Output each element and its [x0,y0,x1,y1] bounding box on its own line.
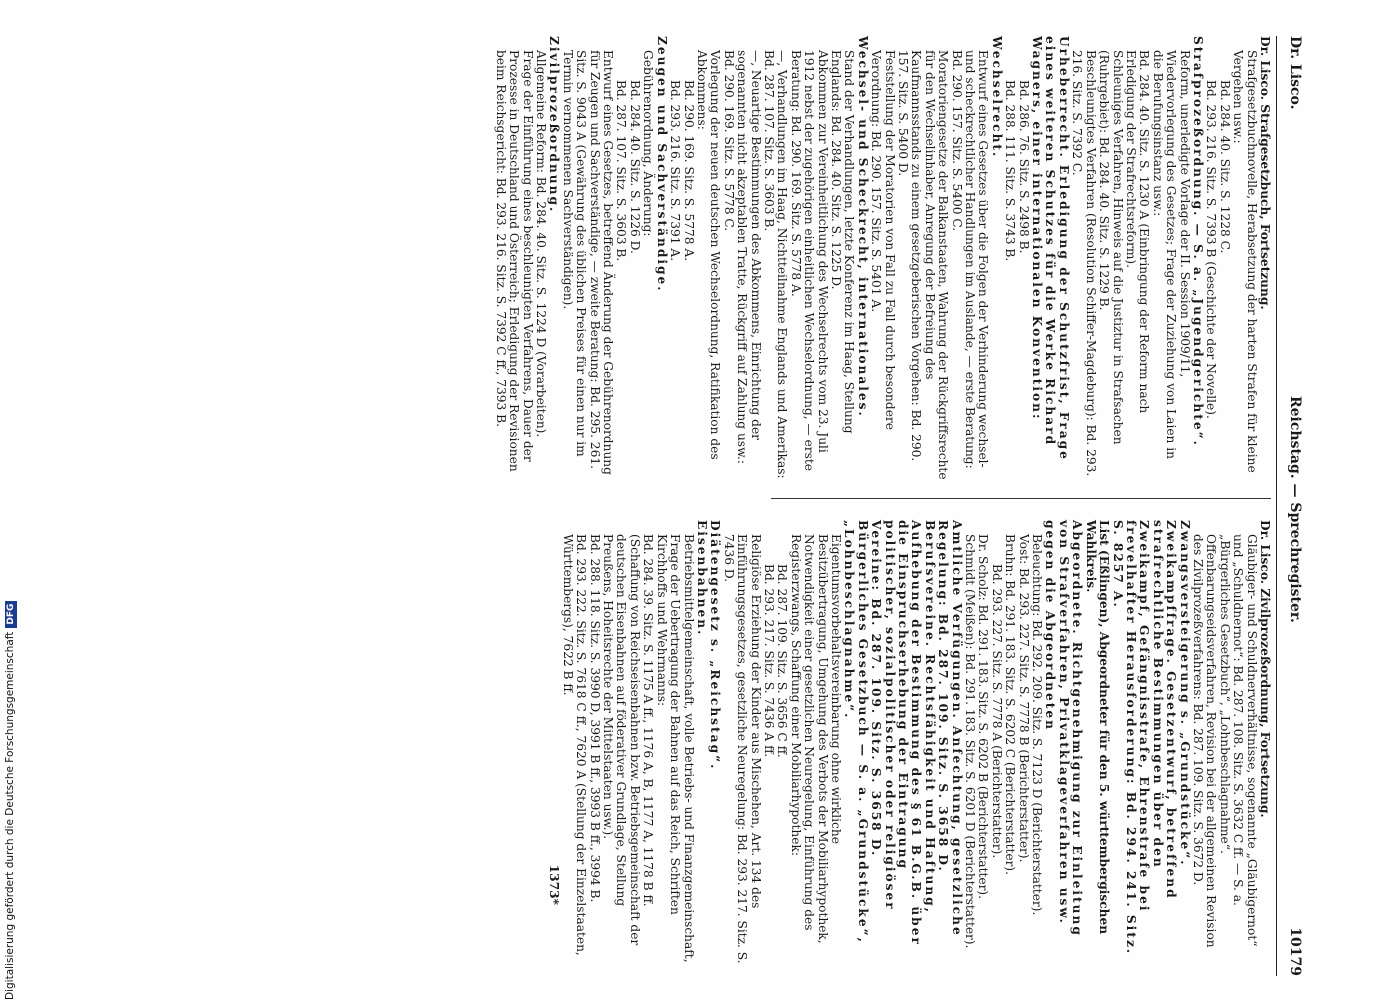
rotated-page-content [145,0,1305,1000]
col2-entry: Bruhn: Bd. 291. 183. Sitz. S. 6202 C (Berichterstatter). [1003,534,1018,876]
right-column [547,520,1271,965]
col1-entry: Moratoriengesetze der Balkanstaaten, Wahrung der Rückgriffsrechte für den Wechselinhaber, Anregung der Befreiung des Kaufmannsstands zu einem gesetzgeberischen Vorgehen: Bd. 290. 157. Sitz. S. 5400 D. [896,50,951,480]
col2-entry: Offenbarungseidsverfahren, Revision bei der allgemeinen Revision des Zivilprozeßverfahrens: Bd. 287. 109. Sitz. S. 3672 D. [1190,534,1219,948]
col1-entry: Gebührenordnung, Änderung: [641,50,656,237]
page-number: 10179 [1287,927,1303,976]
col2-entry: Eigentumsvorbehaltsvereinbarung ohne wirkliche Besitzübertragung, Umgehung des Verbots der Mobiliarhypothek, Notwendigkeit einer gesetzlichen Neuregelung, Einführung des Registerzwangs, Schaffung einer Mobiliarhypothek: [788,534,843,944]
col1-entry: Stand der Verhandlungen, letzte Konferenz im Haag, Stellung Englands: Bd. 284. 40. Sitz. S. 1225 D. [829,50,857,434]
col2-entry: Bd. 288. 118. Sitz. S. 3990 D, 3991 B ff., 3993 B ff., 3994 B. [587,534,602,903]
col1-entry: Dr. Lisco. Strafgesetzbuch, Fortsetzung. [1258,36,1272,310]
col2-entry: Eisenbahnen. [694,520,709,637]
col2-entry: Bd. 293. 217. Sitz. S. 7436 A ff. [761,564,776,758]
col2-entry: Zwangsversteigerung s. „Grundstücke“. [1177,520,1192,867]
col1-entry: Vorlegung der neuen deutschen Wechselordnung, Ratifikation des Abkommens: [694,50,723,460]
col1-entry: Bd. 287. 107. Sitz. S. 3603 B. [614,80,629,262]
col1-entry: Zivilprozeßordnung. [547,36,562,214]
col2-entry: Bürgerliches Gesetzbuch — S. a. „Grundstücke“, „Lohnbeschlagnahme“. [842,520,870,944]
col2-entry: Bd. 284. 39. Sitz. S. 1175 A ff., 1176 A, B, 1177 A, 1178 B ff. (Schaffung von Reichseisenbahnen bzw. Betriebsgemeinschaft der deutschen Eisenbahnen auf föderativer Grundlage, Stellung Preußens, Hoheitsrechte der Mittelstaaten usw.). [601,534,656,946]
col1-entry: Bd. 284. 40. Sitz. S. 1228 C. [1217,80,1232,254]
col2-entry: Amtliche Verfügungen. Anfechtung, gesetzliche Regelung: Bd. 287. 109. Sitz. S. 3658 D. [936,520,964,937]
col2-entry: Zweikampffrage. Gesetzentwurf, betreffend strafrechtliche Bestimmungen über den Zweikampf, Gefängnisstrafe, Ehrenstrafe bei frevelhafter Herausforderung: Bd. 294. 241. Sitz. S. 8257 A. [1110,520,1179,956]
col1-entry: Bd. 293. 216. Sitz. S. 7391 A. [668,80,683,262]
col2-entry: Bd. 293. 222. Sitz. S. 7618 C ff., 7620 A (Stellung der Einzelstaaten, Württembergs), 7622 B ff. [560,534,589,956]
column-divider [771,498,1271,499]
col1-entry: Abkommen zur Vereinheitlichung des Wechselrechts vom 23. Juli 1912 nebst der zugehörigen einheitlichen Wechselordnung, — erste Beratung: Bd. 290. 169. Sitz. S. 5778 A. [788,50,830,471]
col1-entry: Entwurf eines Gesetzes über die Folgen der Verhinderung wechsel- und scheckrechtlicher Handlungen im Auslande, — erste Beratung: Bd. 290. 157. Sitz. S. 5400 C. [949,50,991,469]
col1-entry: Bd. 290. 169. Sitz. S. 5778 A. [681,80,696,262]
col2-entry: 1373* [547,864,562,905]
col2-entry: Bd. 287. 109. Sitz. S. 3656 C ff. [775,564,790,758]
col1-entry: —, Verhandlungen im Haag, Nichtteilnahme Englands und Amerikas: Bd. 287. 107. Sitz. S. 3603 B. [761,50,790,479]
col2-entry: Religiöse Erziehung der Kinder aus Mischehen, Art. 134 des Einführungsgesetzes, gesetzliche Neuregelung: Bd. 293. 217. Sitz. S. 7436 D. [721,534,763,964]
col1-entry: Allgemeine Reform: Bd. 284. 40. Sitz. S. 1224 D (Vorarbeiten). [534,50,549,438]
col1-entry: Wechsel- und Scheckrecht, internationales. [855,36,870,418]
col2-entry: Betriebsmittelgemeinschaft, volle Betriebs- und Finanzgemeinschaft, Frage der Uebertragung der Bahnen auf das Reich, Schriften Kirchhoffs und Wehrmanns: [654,534,696,963]
left-column [493,36,1271,481]
page-header [1279,36,1305,976]
header-rule [1276,36,1277,976]
col1-entry: Frage der Einführung eines beschleunigten Verfahrens, Dauer der Prozesse in Deutschland und Österreich; Erledigung der Revisionen beim Reichsgericht: Bd. 293. 216. Sitz. S. 7392 C ff., 7393 B. [493,50,535,472]
col2-entry: Dr. Scholz: Bd. 291. 183. Sitz. S. 6202 B (Berichterstatter). [976,534,991,900]
col2-entry: Gläubiger- und Schuldnerverhältnisse, sogenannte „Gläubigernot“ und „Schuldnernot“: Bd. 287. 108. Sitz. S. 3632 C ff. — S. a. „Bürgerliches Gesetzbuch“, „Lohnbeschlagnahme“. [1217,534,1259,947]
col2-entry: Bd. 293. 227. Sitz. S. 7778 A (Berichterstatter). [989,564,1004,859]
col1-entry: Bd. 284. 40. Sitz. S. 1226 D. [627,80,642,254]
header-name: Dr. Lisco. [1287,36,1303,110]
col2-entry: Schmidt (Meißen): Bd. 291. 183. Sitz. S. 6201 D (Berichterstatter). [963,534,978,949]
col1-entry: Urheberrecht. Erledigung der Schutzfrist, Frage eines weiteren Schutzes für die Werke Richard Wagners, einer internationalen Konvention: [1030,36,1071,461]
col1-entry: Schleuniges Verfahren, Hinweis auf die Justiztur in Strafsachen (Ruhrgebiet): Bd. 284. 40. Sitz. S. 1229 B. [1097,50,1125,445]
col1-entry: Bd. 293. 216. Sitz. S. 7393 B (Geschichte der Novelle). [1204,80,1219,419]
digitization-credit [4,601,17,1000]
col1-entry: Bd. 288. 111. Sitz. S. 3743 B. [1003,80,1018,262]
col2-entry: Abgeordnete. Richtgenehmigung zur Einleitung von Strafverfahren, Privatklageverfahren usw. gegen die Abgeordneten [1043,520,1085,937]
col1-entry: —, Neuartige Bestimmungen des Abkommens, Einrichtung der sogenannten nicht akzeptablen Tratte, Rückgriff auf Zahlung usw.: Bd. 290. 169. Sitz. S. 5778 C. [721,50,763,465]
credit-text: Digitalisierung gefördert durch die Deutsche Forschungsgemeinschaft [4,631,16,1000]
col1-entry: Strafgesetzbuchnovelle, Herabsetzung der harten Strafen für kleine Vergehen usw.: [1231,50,1259,473]
col1-entry: Strafprozeßordnung. — S. a. „Jugendgerichte“. [1190,36,1205,447]
col1-entry: Entwurf eines Gesetzes, betreffend Änderung der Gebührenordnung für Zeugen und Sachverständige, — zweite Beratung: Bd. 295. 261. Sitz. S. 9043 A (Gewährung des üblichen Preises für einen nur im Termin vernommenen Sachverständigen). [560,50,616,475]
col1-entry: Bd. 286. 76. Sitz. S. 2498 B. [1016,80,1031,254]
header-title: Reichstag. — Sprechregister. [1287,396,1303,623]
col1-entry: Zeugen und Sachverständige. [654,36,669,293]
col1-entry: Bd. 284. 40. Sitz. S. 1230 A (Einbringung der Reform nach Erledigung der Strafrechtsreform). [1123,50,1152,414]
col2-entry: List (Eßlingen), Abgeordneter für den 5. württembergischen Wahlkreis. [1083,520,1112,935]
col2-entry: Dr. Lisco. Zivilprozeßordnung, Fortsetzung. [1258,520,1272,818]
col2-entry: Diätengesetz s. „Reichstag“. [708,520,723,771]
dfg-logo: DFG [5,601,17,628]
col1-entry: Feststellung der Moratorien von Fall zu Fall durch besondere Verordnung: Bd. 290. 157. Sitz. S. 5401 A. [869,50,897,430]
col1-entry: Wechselrecht. [989,36,1004,159]
col2-entry: Berufsvereine. Rechtsfähigkeit und Haftung, Aufhebung der Bestimmung des § 61 B.G.B. über die Einspruchserhebung der Eintragung politischer, sozialpolitischer oder religiöser Vereine: Bd. 287. 109. Sitz. S. 3658 D. [869,520,937,946]
col2-entry: Beleuchtung: Bd. 292. 209. Sitz. S. 7123 D (Berichterstatter). [1030,534,1045,916]
col1-entry: Beschleunigtes Verfahren (Resolution Schiffer-Magdeburg): Bd. 293. 216. Sitz. S. 7392 C. [1070,50,1098,477]
col1-entry: Reform, unerledigte Vorlage der II. Session 1909/11, Wiedervorlegung des Gesetzes; Frage der Zuziehung von Laien in die Berufungsinstanz usw.: [1150,50,1192,460]
col2-entry: Vost: Bd. 293. 227. Sitz. S. 7778 B (Berichterstatter). [1016,534,1031,863]
